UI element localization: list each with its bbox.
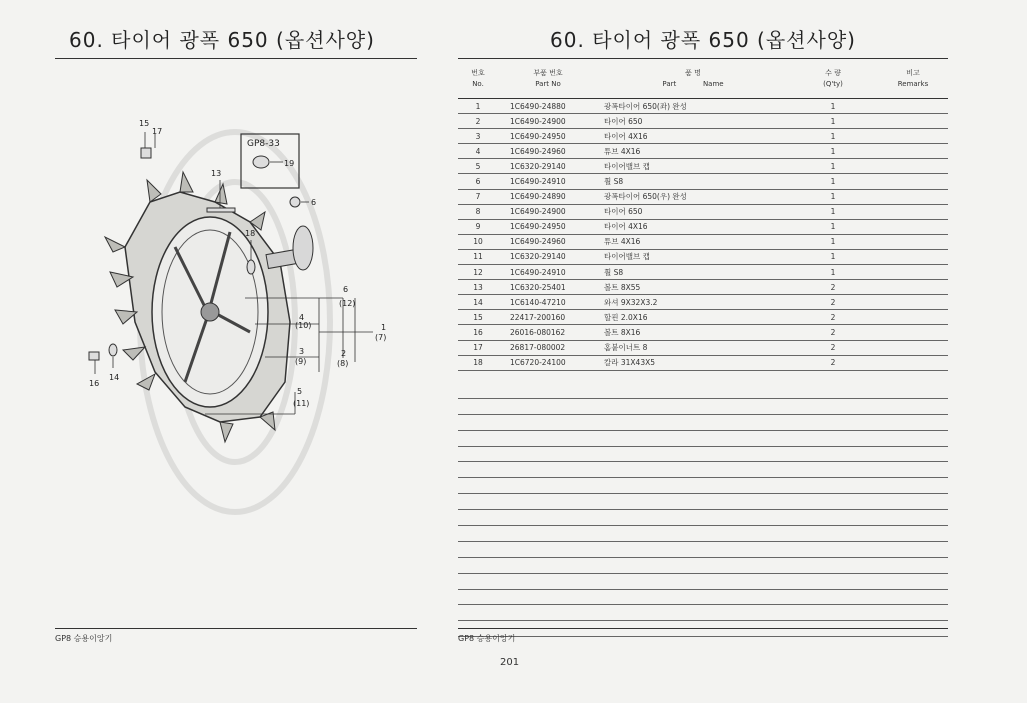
quantity-cell: 1 — [788, 99, 878, 114]
empty-line — [458, 542, 948, 558]
quantity-cell: 1 — [788, 265, 878, 280]
empty-line — [458, 399, 948, 415]
bolt-head-graphic — [89, 352, 99, 360]
remarks-cell — [878, 234, 948, 249]
header-name-part: Part — [662, 80, 677, 88]
callout-9: (9) — [295, 357, 307, 366]
quantity-cell: 1 — [788, 144, 878, 159]
empty-line — [458, 558, 948, 574]
empty-line — [458, 605, 948, 621]
empty-line — [458, 462, 948, 478]
quantity-cell: 2 — [788, 355, 878, 370]
quantity-cell: 1 — [788, 204, 878, 219]
quantity-cell: 1 — [788, 189, 878, 204]
row-number-cell: 4 — [458, 144, 498, 159]
callout-10: (10) — [295, 321, 312, 330]
part-name-cell: 타이어밸브 캡 — [598, 159, 788, 174]
row-number-cell: 5 — [458, 159, 498, 174]
right-page-title: 60. 타이어 광폭 650 (옵션사양) — [458, 22, 948, 59]
header-name-en — [599, 79, 787, 90]
callout-1: 1 — [381, 323, 387, 332]
quantity-cell: 1 — [788, 249, 878, 264]
callout-15: 15 — [139, 119, 150, 128]
header-qty — [788, 60, 878, 99]
part-number-cell: 22417-200160 — [498, 310, 598, 325]
remarks-cell — [878, 325, 948, 340]
header-rem-ko: 비고 — [906, 69, 920, 77]
parts-table-body — [458, 99, 948, 371]
row-number-cell: 10 — [458, 234, 498, 249]
quantity-cell: 1 — [788, 114, 878, 129]
table-row — [458, 280, 948, 295]
callout-2: 2 — [341, 349, 347, 358]
table-row — [458, 159, 948, 174]
part-name-cell: 홈붙이너트 8 — [598, 340, 788, 355]
remarks-cell — [878, 189, 948, 204]
row-number-cell: 16 — [458, 325, 498, 340]
row-number-cell: 15 — [458, 310, 498, 325]
quantity-cell: 1 — [788, 174, 878, 189]
row-number-cell: 18 — [458, 355, 498, 370]
header-no-ko: 번호 — [471, 69, 485, 77]
callout-11: (11) — [293, 399, 310, 408]
header-remarks — [878, 60, 948, 99]
remarks-cell — [878, 355, 948, 370]
callout-17: 17 — [152, 127, 163, 136]
part-number-cell: 1C6490-24900 — [498, 114, 598, 129]
empty-line — [458, 383, 948, 399]
left-page-title: 60. 타이어 광폭 650 (옵션사양) — [55, 22, 417, 59]
callout-8: (8) — [337, 359, 349, 368]
row-number-cell: 2 — [458, 114, 498, 129]
part-number-cell: 1C6490-24890 — [498, 189, 598, 204]
header-qty-en: (Q'ty) — [823, 80, 843, 88]
part-number-cell: 1C6320-29140 — [498, 249, 598, 264]
callout-7: (7) — [375, 333, 387, 342]
callout-4: 4 — [299, 313, 305, 322]
axle-hub-graphic — [266, 226, 313, 270]
header-rem-en: Remarks — [897, 80, 929, 88]
remarks-cell — [878, 129, 948, 144]
row-number-cell: 3 — [458, 129, 498, 144]
part-number-cell: 1C6490-24910 — [498, 265, 598, 280]
empty-line — [458, 415, 948, 431]
part-name-cell: 볼트 8X55 — [598, 280, 788, 295]
part-number-cell: 1C6490-24900 — [498, 204, 598, 219]
quantity-cell: 2 — [788, 310, 878, 325]
callout-5: 5 — [297, 387, 303, 396]
quantity-cell: 1 — [788, 159, 878, 174]
table-row — [458, 219, 948, 234]
part-number-cell: 1C6490-24960 — [498, 144, 598, 159]
table-row — [458, 234, 948, 249]
remarks-cell — [878, 249, 948, 264]
valve-cap-graphic — [290, 197, 300, 207]
part-number-cell: 1C6320-29140 — [498, 159, 598, 174]
part-number-cell: 1C6720-24100 — [498, 355, 598, 370]
table-row — [458, 325, 948, 340]
callout-12: (12) — [339, 299, 356, 308]
row-number-cell: 8 — [458, 204, 498, 219]
part-number-cell: 1C6320-25401 — [498, 280, 598, 295]
quantity-cell: 2 — [788, 295, 878, 310]
left-page — [55, 22, 417, 642]
table-row — [458, 265, 948, 280]
remarks-cell — [878, 99, 948, 114]
remarks-cell — [878, 204, 948, 219]
empty-line — [458, 478, 948, 494]
part-name-cell: 휠 S8 — [598, 174, 788, 189]
row-number-cell: 13 — [458, 280, 498, 295]
washer-part-graphic — [109, 344, 117, 356]
row-number-cell: 17 — [458, 340, 498, 355]
quantity-cell: 1 — [788, 234, 878, 249]
part-name-cell: 휠 S8 — [598, 265, 788, 280]
part-name-cell: 와셔 9X32X3.2 — [598, 295, 788, 310]
nut-part-graphic — [141, 148, 151, 158]
part-name-cell: 튜브 4X16 — [598, 234, 788, 249]
header-part-no — [498, 60, 598, 99]
part-name-cell: 튜브 4X16 — [598, 144, 788, 159]
callout-3: 3 — [299, 347, 305, 356]
quantity-cell: 2 — [788, 325, 878, 340]
table-row — [458, 340, 948, 355]
quantity-cell: 2 — [788, 280, 878, 295]
page-number: 201 — [500, 657, 520, 668]
empty-table-lines — [458, 383, 948, 637]
table-row — [458, 310, 948, 325]
remarks-cell — [878, 219, 948, 234]
header-qty-ko: 수 량 — [825, 69, 841, 77]
exploded-parts-diagram — [55, 62, 417, 622]
header-pn-en: Part No — [535, 80, 561, 88]
empty-line — [458, 431, 948, 447]
part-name-cell: 타이어 650 — [598, 114, 788, 129]
row-number-cell: 12 — [458, 265, 498, 280]
row-number-cell: 14 — [458, 295, 498, 310]
tire-graphic — [105, 172, 290, 442]
table-row — [458, 174, 948, 189]
remarks-cell — [878, 340, 948, 355]
remarks-cell — [878, 144, 948, 159]
parts-table — [458, 60, 948, 371]
right-page-footer: GP8 승용이앙기 — [458, 628, 948, 644]
row-number-cell: 6 — [458, 174, 498, 189]
header-name-name: Name — [702, 80, 724, 88]
remarks-cell — [878, 280, 948, 295]
inset-ref-label: GP8-33 — [247, 139, 280, 149]
part-number-cell: 1C6490-24910 — [498, 174, 598, 189]
header-name-ko: 품 명 — [685, 69, 701, 77]
table-row — [458, 249, 948, 264]
part-name-cell: 타이어 650 — [598, 204, 788, 219]
table-row — [458, 295, 948, 310]
part-name-cell: 타이어 4X16 — [598, 219, 788, 234]
part-number-cell: 1C6490-24950 — [498, 219, 598, 234]
part-name-cell: 광폭타이어 650(좌) 완성 — [598, 99, 788, 114]
part-name-cell: 칼라 31X43X5 — [598, 355, 788, 370]
header-pn-ko: 부품 번호 — [533, 69, 563, 77]
part-number-cell: 1C6490-24950 — [498, 129, 598, 144]
table-row — [458, 144, 948, 159]
remarks-cell — [878, 159, 948, 174]
part-number-cell: 1C6490-24880 — [498, 99, 598, 114]
table-row — [458, 99, 948, 114]
part-number-cell: 1C6140-47210 — [498, 295, 598, 310]
callout-19: 19 — [284, 159, 295, 168]
empty-line — [458, 510, 948, 526]
remarks-cell — [878, 174, 948, 189]
part-name-cell: 타이어밸브 캡 — [598, 249, 788, 264]
table-row — [458, 129, 948, 144]
callout-14: 14 — [109, 373, 120, 382]
part-name-cell: 타이어 4X16 — [598, 129, 788, 144]
part-number-cell: 1C6490-24960 — [498, 234, 598, 249]
remarks-cell — [878, 114, 948, 129]
callout-6-hub: 6 — [311, 198, 317, 207]
collar-part-graphic — [247, 260, 255, 274]
empty-line — [458, 447, 948, 463]
remarks-cell — [878, 265, 948, 280]
left-page-footer: GP8 승용이앙기 — [55, 628, 417, 644]
callout-13: 13 — [211, 169, 222, 178]
header-no-en: No. — [472, 80, 484, 88]
header-part-name — [598, 60, 788, 99]
row-number-cell: 9 — [458, 219, 498, 234]
callout-6: 6 — [343, 285, 349, 294]
row-number-cell: 7 — [458, 189, 498, 204]
empty-line — [458, 574, 948, 590]
bolt-shaft-graphic — [207, 208, 235, 212]
part-name-cell: 광폭타이어 650(우) 완성 — [598, 189, 788, 204]
table-row — [458, 189, 948, 204]
table-row — [458, 355, 948, 370]
row-number-cell: 11 — [458, 249, 498, 264]
quantity-cell: 1 — [788, 129, 878, 144]
part-name-cell: 볼트 8X16 — [598, 325, 788, 340]
quantity-cell: 2 — [788, 340, 878, 355]
empty-line — [458, 526, 948, 542]
part-name-cell: 할핀 2.0X16 — [598, 310, 788, 325]
part-number-cell: 26016-080162 — [498, 325, 598, 340]
remarks-cell — [878, 295, 948, 310]
row-number-cell: 1 — [458, 99, 498, 114]
right-page — [458, 22, 948, 642]
callout-16: 16 — [89, 379, 100, 388]
empty-line — [458, 590, 948, 606]
callout-18: 18 — [245, 229, 256, 238]
header-no — [458, 60, 498, 99]
table-row — [458, 114, 948, 129]
remarks-cell — [878, 310, 948, 325]
table-row — [458, 204, 948, 219]
parts-table-header — [458, 60, 948, 99]
part-number-cell: 26817-080002 — [498, 340, 598, 355]
quantity-cell: 1 — [788, 219, 878, 234]
empty-line — [458, 494, 948, 510]
